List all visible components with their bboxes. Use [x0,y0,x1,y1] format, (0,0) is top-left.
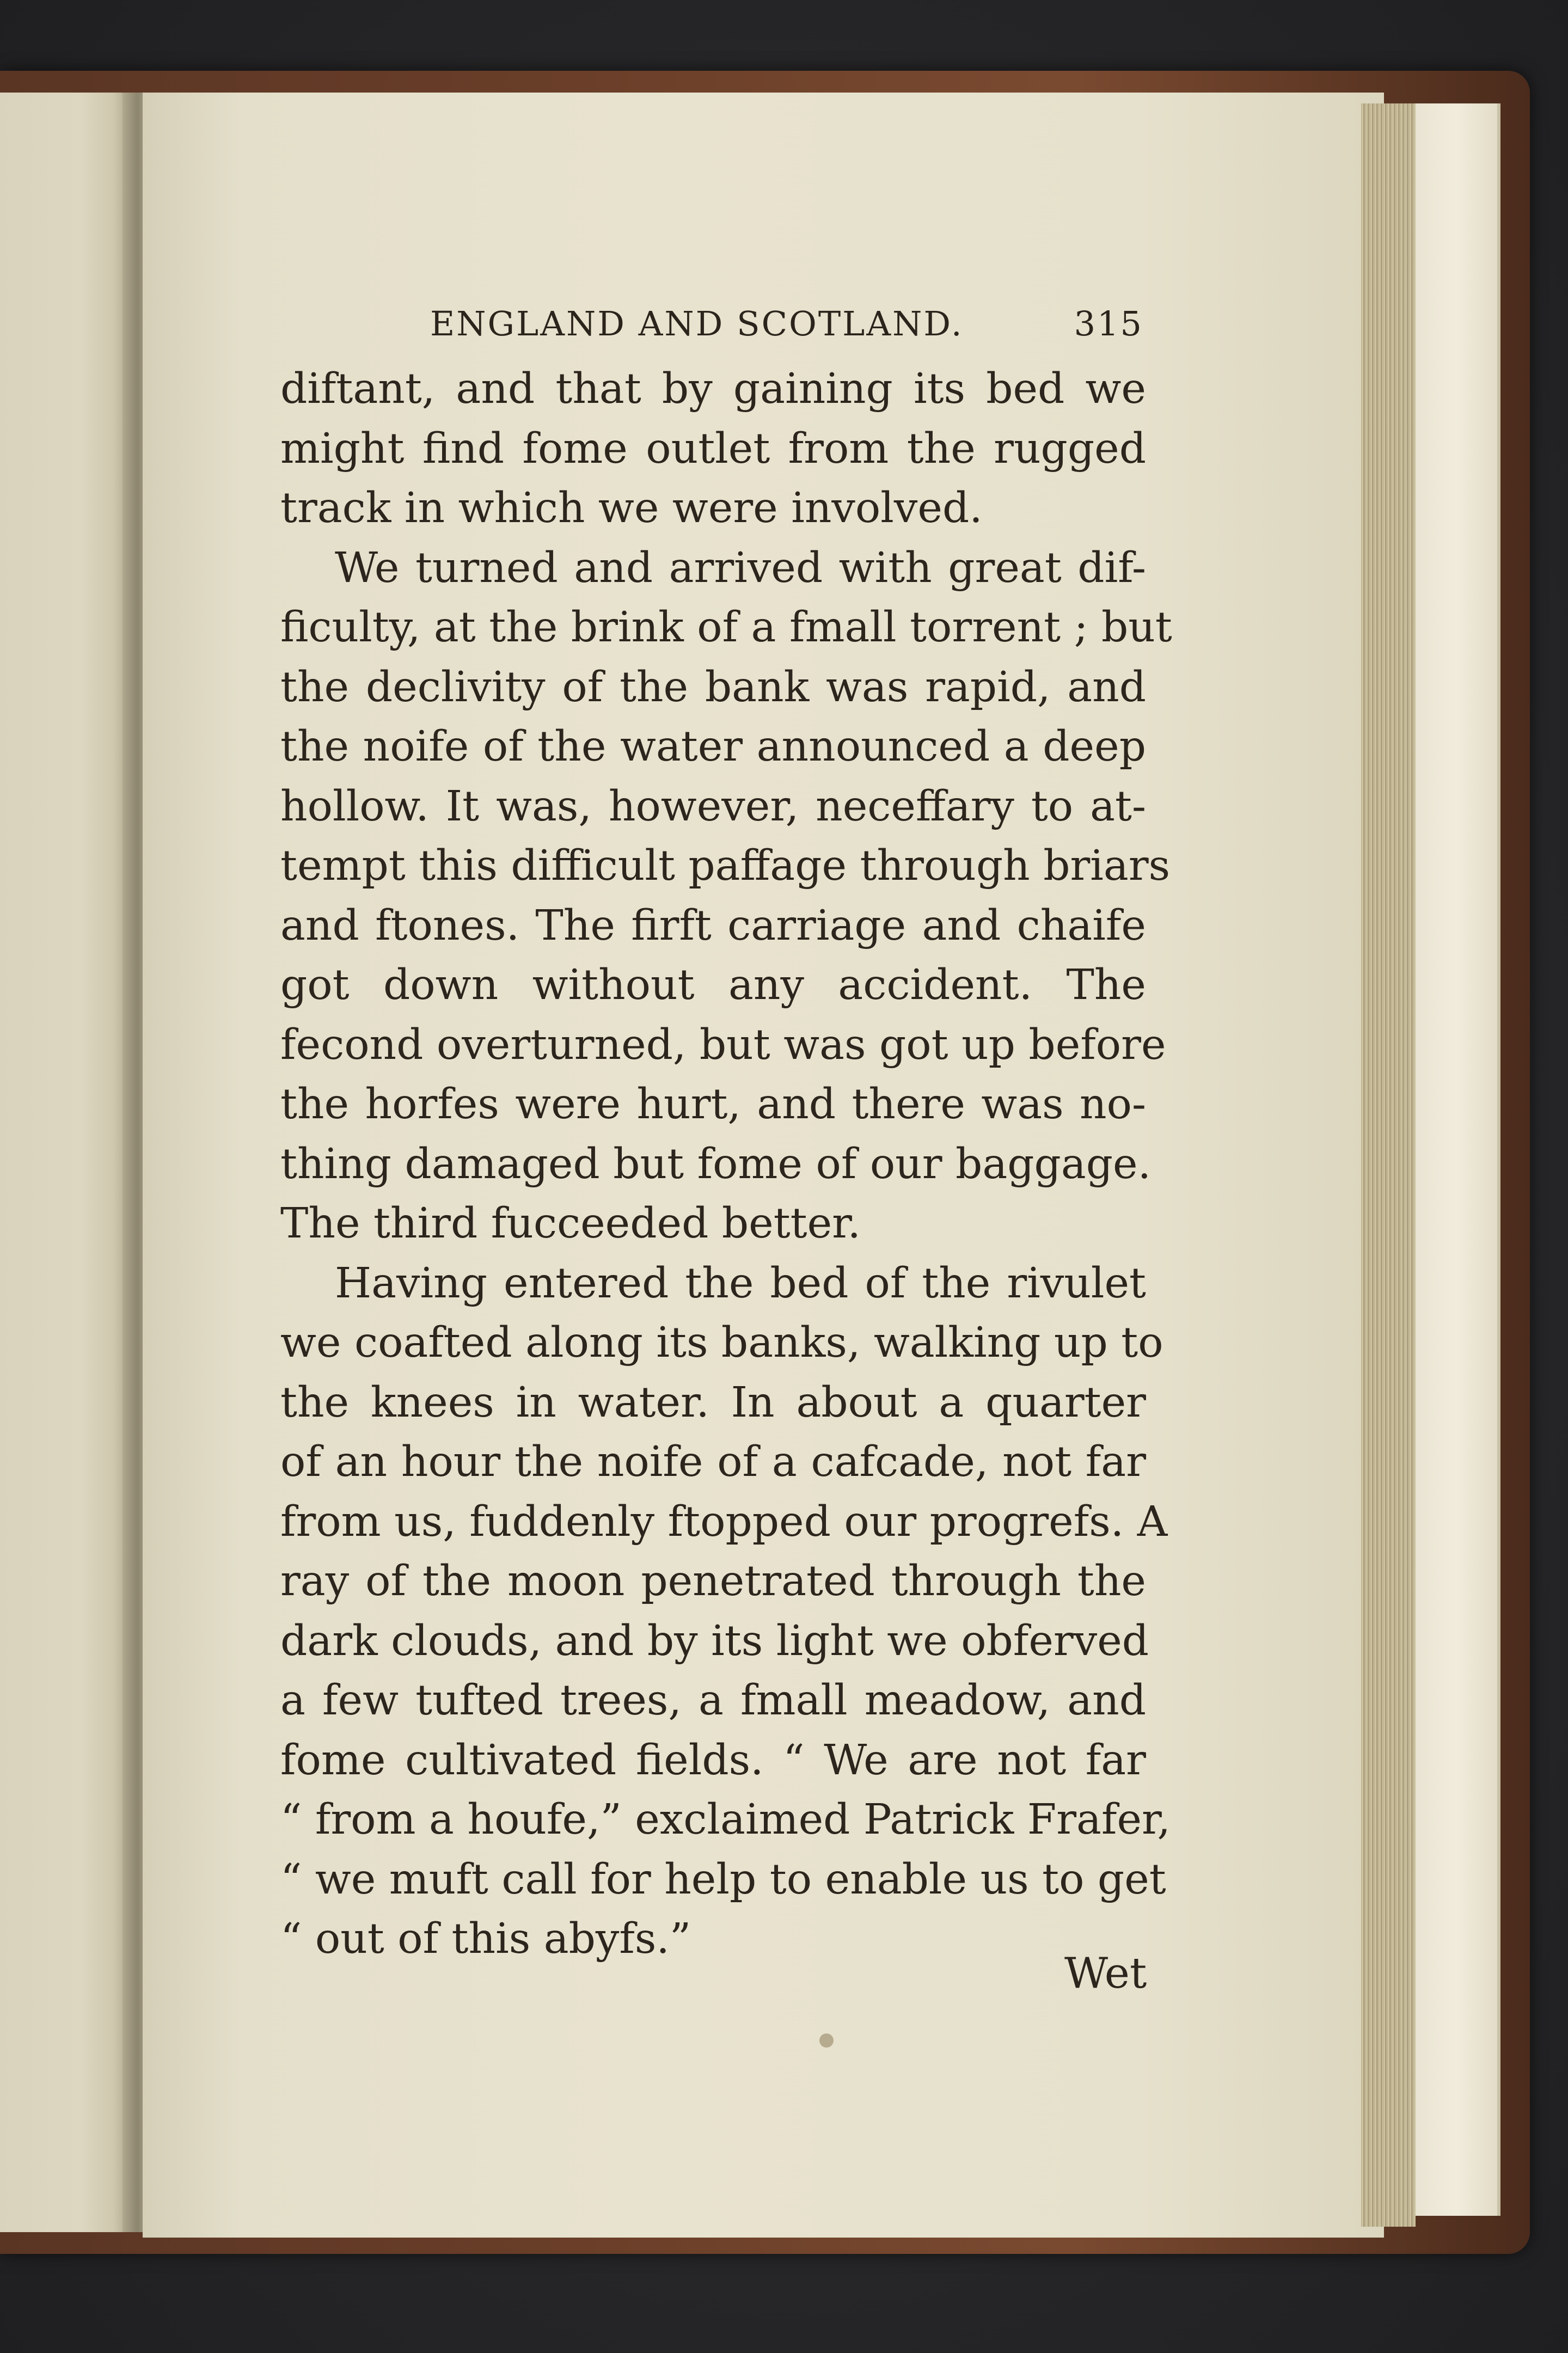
body-text [280,359,1172,1969]
text-line: fecond overturned, but was got up before [280,1020,1166,1069]
text-line: “ we muft call for help to enable us to get [280,1855,1166,1904]
endpaper [1416,103,1500,2216]
text-line: from us, fuddenly ftopped our progrefs. A [280,1497,1168,1546]
running-title: ENGLAND AND SCOTLAND. [430,304,964,344]
paper-stain [819,2033,834,2048]
running-header [430,298,1143,358]
left-page [0,93,133,2232]
text-line: hollow. It was, however, neceffary to at- [280,782,1146,831]
text-line: and ftones. The firft carriage and chaife [280,901,1146,950]
text-line: of an hour the noife of a cafcade, not far [280,1438,1146,1486]
catchword: Wet [1064,1949,1147,1998]
text-line: the noife of the water announced a deep [280,722,1146,771]
text-line: The third fucceeded better. [280,1199,861,1248]
text-line: “ out of this abyfs.” [280,1915,691,1963]
text-line: dark clouds, and by its light we obferved [280,1616,1149,1665]
text-line: a few tufted trees, a fmall meadow, and [280,1676,1146,1725]
text-line: we coafted along its banks, walking up to [280,1319,1163,1367]
text-line: “ from a houfe,” exclaimed Patrick Frafer, [280,1796,1171,1844]
page-edges [1361,103,1416,2227]
text-line: track in which we were involved. [280,484,983,532]
text-line: ray of the moon penetrated through the [280,1557,1146,1606]
text-line: thing damaged but fome of our baggage. [280,1139,1152,1188]
text-line: might find fome outlet from the rugged [280,424,1146,473]
text-line: We turned and arrived with great dif- [335,543,1146,592]
page-number: 315 [1074,304,1143,344]
text-line: got down without any accident. The [280,961,1146,1009]
text-line: ficulty, at the brink of a fmall torrent ; but [280,603,1172,652]
text-line: diftant, and that by gaining its bed we [280,365,1146,413]
text-line: the declivity of the bank was rapid, and [280,663,1146,712]
text-line: the horfes were hurt, and there was no- [280,1080,1146,1129]
text-line: the knees in water. In about a quarter [280,1378,1146,1427]
text-line: fome cultivated fields. “ We are not far [280,1736,1146,1785]
text-line: tempt this difficult paffage through briars [280,842,1171,890]
text-line: Having entered the bed of the rivulet [335,1259,1146,1308]
